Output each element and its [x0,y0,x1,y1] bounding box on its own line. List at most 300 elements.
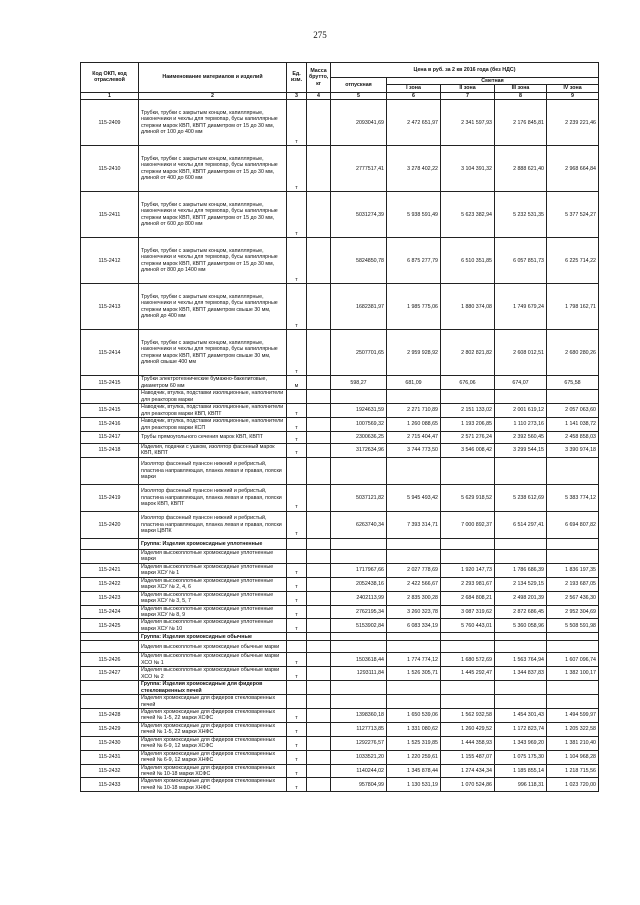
row-code: 115-2413 [81,284,139,330]
row-mass [307,146,331,192]
row-unit: т [287,577,307,591]
row-code: 115-2410 [81,146,139,192]
group-row [81,633,599,641]
price-table [80,62,599,792]
row-zone-2-price: 1 562 932,58 [441,708,495,722]
row-code: 115-2431 [81,750,139,764]
empty-cell [547,695,599,709]
empty-cell [495,681,547,695]
row-zone-3-price: 5 238 612,69 [495,484,547,511]
row-release-price: 2300636,25 [331,431,387,443]
table-row [81,192,599,238]
subheader-name: Изделия высокоплотные хромоксидные уплотненные марки [139,549,287,563]
row-zone-3-price: 2 872 686,45 [495,605,547,619]
row-code: 115-2427 [81,667,139,681]
row-zone-2-price: 1 444 358,93 [441,736,495,750]
table-row [81,750,599,764]
row-zone-3-price: 1 454 301,43 [495,708,547,722]
row-release-price: 957804,99 [331,778,387,792]
row-name: Трубки электротехнические бумажно-бакелитовые, диаметром 60 мм [139,376,287,390]
table-row [81,484,599,511]
table-row [81,722,599,736]
row-zone-4-price: 2 057 063,60 [547,404,599,418]
row-code: 115-2415 [81,376,139,390]
row-mass [307,238,331,284]
row-code: 115-2433 [81,778,139,792]
header-zone-4: IV зона [547,85,599,92]
table-row [81,431,599,443]
subheader-name: Изделия хромоксидные для фидеров стекловаренных печей [139,695,287,709]
subheader-row [81,549,599,563]
row-release-price: 1292276,57 [331,736,387,750]
row-code [81,695,139,709]
row-name: Трубы прямоугольного сечения марок КВП, КВПТ [139,431,287,443]
row-unit: т [287,708,307,722]
row-unit: т [287,238,307,284]
row-name: Трубки, трубки с закрытым концом, капиллярные, наконечники и чехлы для термопар, бусы капиллярные стержни марок КВП, КВПТ диаметром свыше 30 мм, длиной свыше 400 мм [139,330,287,376]
row-zone-1-price: 1 526 305,71 [387,667,441,681]
row-name: Изделия высокоплотные хромоксидные уплотненные марки ХСУ № 2, 4, 6 [139,577,287,591]
row-unit: т [287,750,307,764]
row-release-price: 2507701,65 [331,330,387,376]
row-zone-4-price: 1 494 599,97 [547,708,599,722]
empty-cell [387,641,441,653]
row-zone-2-price: 5 623 382,94 [441,192,495,238]
row-release-price: 1007569,32 [331,418,387,432]
row-release-price: 1924631,59 [331,404,387,418]
row-zone-1-price: 1 220 259,61 [387,750,441,764]
row-name: Изделия хромоксидные для фидеров стекловаренных печей № 10-18 марки ХНФС [139,778,287,792]
table-row [81,238,599,284]
empty-cell [331,549,387,563]
column-number: 1 [81,92,139,99]
row-zone-3-price: 6 514 297,41 [495,511,547,538]
table-row [81,605,599,619]
row-unit: т [287,736,307,750]
table-row [81,330,599,376]
row-mass [307,605,331,619]
empty-cell [547,390,599,404]
row-zone-2-price: 2 802 821,82 [441,330,495,376]
header-release: отпускная [331,78,387,93]
column-number: 9 [547,92,599,99]
table-row [81,591,599,605]
row-release-price: 1140244,02 [331,764,387,778]
row-code: 115-2420 [81,511,139,538]
row-name: Изделия высокоплотные хромоксидные уплотненные марки ХСУ № 10 [139,619,287,633]
row-name: Изделия хромоксидные для фидеров стекловаренных печей № 1-5, 22 марки ХНФС [139,722,287,736]
table-body [81,100,599,792]
row-mass [307,484,331,511]
empty-cell [547,681,599,695]
row-unit: т [287,418,307,432]
row-unit: т [287,146,307,192]
row-code: 115-2419 [81,484,139,511]
row-mass [307,764,331,778]
row-zone-2-price: 5 760 443,01 [441,619,495,633]
row-zone-3-price: 6 057 851,73 [495,238,547,284]
empty-cell [307,538,331,549]
empty-cell [441,681,495,695]
column-number: 6 [387,92,441,99]
empty-cell [387,633,441,641]
empty-cell [287,681,307,695]
row-zone-1-price: 7 393 314,71 [387,511,441,538]
row-name: Трубки, трубки с закрытым концом, капиллярные, наконечники и чехлы для термопар, бусы капиллярные стержни марок КВП, КВПТ диаметром от 15 до 30 мм, длиной от 100 до 400 мм [139,100,287,146]
row-zone-1-price: 3 278 402,22 [387,146,441,192]
row-mass [307,653,331,667]
row-mass [307,591,331,605]
empty-cell [331,538,387,549]
row-zone-1-price: 1 345 878,44 [387,764,441,778]
row-name: Изолятор фасонный пуансон нижний и ребристый, пластина направляющая, планка левая и правая, пояски марки ЦВПК [139,511,287,538]
column-number: 7 [441,92,495,99]
row-zone-4-price: 6 225 714,22 [547,238,599,284]
row-code: 115-2422 [81,577,139,591]
row-unit: т [287,764,307,778]
row-code [81,633,139,641]
empty-cell [287,695,307,709]
row-zone-4-price: 2 968 664,84 [547,146,599,192]
row-mass [307,284,331,330]
row-name: Изделия высокоплотные хромоксидные уплотненные марки ХСУ № 1 [139,563,287,577]
empty-cell [495,390,547,404]
row-mass [307,376,331,390]
row-zone-2-price: 1 070 524,86 [441,778,495,792]
subheader-row [81,457,599,484]
row-name: Трубки, трубки с закрытым концом, капиллярные, наконечники и чехлы для термопар, бусы капиллярные стержни марок КВП, КВПТ диаметром от 15 до 30 мм, длиной от 800 до 1400 мм [139,238,287,284]
row-code [81,538,139,549]
table-row [81,653,599,667]
row-release-price: 1033521,20 [331,750,387,764]
row-zone-1-price: 2 027 778,69 [387,563,441,577]
row-zone-1-price: 3 260 323,78 [387,605,441,619]
row-unit: т [287,443,307,457]
header-unit: Ед. изм. [287,63,307,93]
row-unit: т [287,563,307,577]
row-code: 115-2412 [81,238,139,284]
subheader-row [81,390,599,404]
row-release-price: 5153902,84 [331,619,387,633]
empty-cell [331,681,387,695]
row-zone-4-price: 1 607 096,74 [547,653,599,667]
row-zone-3-price: 3 299 544,15 [495,443,547,457]
row-zone-4-price: 1 836 197,35 [547,563,599,577]
row-zone-1-price: 1 774 774,12 [387,653,441,667]
row-zone-2-price: 5 629 918,52 [441,484,495,511]
row-zone-3-price: 674,07 [495,376,547,390]
empty-cell [495,549,547,563]
empty-cell [287,633,307,641]
header-zone-1: I зона [387,85,441,92]
row-zone-1-price: 1 985 775,06 [387,284,441,330]
row-zone-3-price: 2 134 529,15 [495,577,547,591]
row-mass [307,577,331,591]
row-zone-4-price: 5 377 524,27 [547,192,599,238]
row-unit: т [287,431,307,443]
table-row [81,708,599,722]
row-zone-4-price: 2 193 687,05 [547,577,599,591]
empty-cell [387,538,441,549]
header-estimated: Сметная [387,78,599,85]
row-zone-3-price: 1 185 855,14 [495,764,547,778]
row-zone-1-price: 2 959 928,92 [387,330,441,376]
row-name: Изолятор фасонный пуансон нижний и ребристый, пластина направляющая, планка левая и правая, пояски марок КВП, КВПТ [139,484,287,511]
table-row [81,511,599,538]
row-zone-1-price: 3 744 773,50 [387,443,441,457]
subheader-row [81,641,599,653]
row-name: Трубки, трубки с закрытым концом, капиллярные, наконечники и чехлы для термопар, бусы капиллярные стержни марок КВП, КВПТ диаметром от 15 до 30 мм, длиной от 600 до 800 мм [139,192,287,238]
row-zone-2-price: 1 680 572,69 [441,653,495,667]
row-zone-4-price: 2 239 221,46 [547,100,599,146]
empty-cell [307,633,331,641]
row-zone-3-price: 1 172 823,74 [495,722,547,736]
row-release-price: 5824850,78 [331,238,387,284]
row-zone-3-price: 1 075 175,30 [495,750,547,764]
group-row [81,538,599,549]
row-unit: т [287,605,307,619]
row-name: Наводчик, втулка, подставки изоляционные, наполнители для реакторов марки КСП [139,418,287,432]
row-release-price: 1717967,66 [331,563,387,577]
row-name: Изделия высокоплотные хромоксидные обычные марки ХСО № 2 [139,667,287,681]
row-unit: т [287,722,307,736]
row-unit: м [287,376,307,390]
row-zone-4-price: 5 508 591,98 [547,619,599,633]
table-row [81,563,599,577]
row-zone-3-price: 1 343 969,20 [495,736,547,750]
row-mass [307,100,331,146]
group-title: Группа: Изделия хромоксидные обычные [139,633,287,641]
table-row [81,778,599,792]
row-mass [307,722,331,736]
row-zone-1-price: 1 260 088,65 [387,418,441,432]
row-code: 115-2428 [81,708,139,722]
row-zone-4-price: 6 694 807,82 [547,511,599,538]
row-zone-4-price: 1 382 100,17 [547,667,599,681]
row-release-price: 6263740,34 [331,511,387,538]
row-zone-4-price: 2 458 858,03 [547,431,599,443]
row-release-price: 1682381,97 [331,284,387,330]
empty-cell [307,549,331,563]
row-zone-3-price: 5 360 058,96 [495,619,547,633]
header-name: Наименование материалов и изделий [139,63,287,93]
row-mass [307,708,331,722]
empty-cell [547,633,599,641]
empty-cell [547,549,599,563]
row-zone-4-price: 1 023 720,00 [547,778,599,792]
row-zone-4-price: 1 205 322,58 [547,722,599,736]
row-code: 115-2432 [81,764,139,778]
row-zone-4-price: 2 952 304,69 [547,605,599,619]
row-code: 115-2411 [81,192,139,238]
row-code: 115-2424 [81,605,139,619]
row-mass [307,563,331,577]
row-zone-3-price: 2 608 012,51 [495,330,547,376]
empty-cell [441,641,495,653]
row-zone-2-price: 2 684 808,21 [441,591,495,605]
empty-cell [495,538,547,549]
empty-cell [495,457,547,484]
row-code [81,681,139,695]
empty-cell [331,695,387,709]
row-release-price: 2777517,41 [331,146,387,192]
row-mass [307,511,331,538]
row-name: Изделия хромоксидные для фидеров стекловаренных печей № 6-9, 12 марки ХНФС [139,750,287,764]
row-zone-1-price: 2 422 566,67 [387,577,441,591]
empty-cell [331,633,387,641]
row-zone-2-price: 1 920 147,73 [441,563,495,577]
row-mass [307,404,331,418]
row-unit: т [287,511,307,538]
row-zone-3-price: 2 392 560,45 [495,431,547,443]
column-number: 2 [139,92,287,99]
empty-cell [387,457,441,484]
row-code: 115-2426 [81,653,139,667]
empty-cell [307,457,331,484]
empty-cell [331,390,387,404]
row-zone-2-price: 3 087 319,62 [441,605,495,619]
row-name: Изделия высокоплотные хромоксидные обычные марки ХСО № 1 [139,653,287,667]
row-mass [307,330,331,376]
column-number: 4 [307,92,331,99]
empty-cell [387,549,441,563]
row-name: Изделия хромоксидные для фидеров стекловаренных печей № 6-9, 12 марки ХСФС [139,736,287,750]
row-zone-3-price: 1 786 686,39 [495,563,547,577]
empty-cell [441,633,495,641]
row-code: 115-2409 [81,100,139,146]
empty-cell [331,457,387,484]
row-unit: т [287,591,307,605]
row-zone-4-price: 1 218 715,56 [547,764,599,778]
table-row [81,619,599,633]
row-name: Изделия хромоксидные для фидеров стекловаренных печей № 10-18 марки ХСФС [139,764,287,778]
subheader-name: Наводчик, втулка, подставки изоляционные, наполнители для реакторов марки [139,390,287,404]
row-mass [307,418,331,432]
row-zone-2-price: 1 880 374,08 [441,284,495,330]
row-zone-1-price: 2 835 300,28 [387,591,441,605]
row-name: Изделия, подачки с ушком, изолятор фасонный марок КВП, КВПТ [139,443,287,457]
row-zone-4-price: 675,58 [547,376,599,390]
row-code [81,390,139,404]
row-release-price: 2052438,16 [331,577,387,591]
row-mass [307,431,331,443]
row-unit: т [287,192,307,238]
empty-cell [441,549,495,563]
empty-cell [307,695,331,709]
row-zone-1-price: 1 650 539,06 [387,708,441,722]
row-code: 115-2417 [81,431,139,443]
row-zone-4-price: 5 383 774,12 [547,484,599,511]
row-zone-2-price: 2 341 597,93 [441,100,495,146]
row-code: 115-2415 [81,404,139,418]
page-number: 275 [313,30,327,40]
row-zone-3-price: 5 232 531,35 [495,192,547,238]
table-row [81,418,599,432]
subheader-name: Изделия высокоплотные хромоксидные обычные марки [139,641,287,653]
row-unit: т [287,404,307,418]
row-zone-1-price: 1 331 080,62 [387,722,441,736]
column-number: 8 [495,92,547,99]
row-unit: т [287,484,307,511]
column-number: 3 [287,92,307,99]
row-code: 115-2418 [81,443,139,457]
empty-cell [441,695,495,709]
row-unit: т [287,778,307,792]
empty-cell [441,390,495,404]
header-mass: Масса брутто, кг [307,63,331,93]
row-release-price: 5031274,39 [331,192,387,238]
row-zone-1-price: 5 945 493,42 [387,484,441,511]
table-row [81,443,599,457]
empty-cell [307,390,331,404]
row-zone-1-price: 2 271 710,89 [387,404,441,418]
row-zone-1-price: 681,09 [387,376,441,390]
empty-cell [387,390,441,404]
row-zone-2-price: 3 104 391,32 [441,146,495,192]
subheader-row [81,695,599,709]
row-mass [307,667,331,681]
row-zone-2-price: 2 151 133,02 [441,404,495,418]
row-code: 115-2421 [81,563,139,577]
row-zone-3-price: 1 563 764,94 [495,653,547,667]
row-release-price: 1293111,84 [331,667,387,681]
row-name: Изделия хромоксидные для фидеров стекловаренных печей № 1-5, 22 марки ХСФС [139,708,287,722]
row-zone-4-price: 1 104 968,28 [547,750,599,764]
row-zone-4-price: 1 798 162,71 [547,284,599,330]
row-zone-3-price: 1 749 679,24 [495,284,547,330]
row-zone-4-price: 3 390 974,18 [547,443,599,457]
row-mass [307,443,331,457]
row-release-price: 1398360,18 [331,708,387,722]
header-zone-3: III зона [495,85,547,92]
row-unit: т [287,667,307,681]
table-row [81,100,599,146]
row-zone-2-price: 1 274 434,34 [441,764,495,778]
row-zone-3-price: 1 344 837,83 [495,667,547,681]
empty-cell [287,549,307,563]
row-zone-1-price: 1 130 531,19 [387,778,441,792]
empty-cell [387,681,441,695]
row-unit: т [287,100,307,146]
row-code [81,549,139,563]
row-mass [307,736,331,750]
row-name: Изделия высокоплотные хромоксидные уплотненные марки ХСУ № 3, 5, 7 [139,591,287,605]
row-zone-3-price: 1 110 273,16 [495,418,547,432]
empty-cell [547,641,599,653]
table-row [81,764,599,778]
subheader-name: Изолятор фасонный пуансон нижний и ребристый, пластина направляющая, планка левая и правая, пояски марки [139,457,287,484]
row-zone-4-price: 2 567 436,30 [547,591,599,605]
empty-cell [287,390,307,404]
row-release-price: 2762195,34 [331,605,387,619]
row-release-price: 3172634,96 [331,443,387,457]
row-name: Изделия высокоплотные хромоксидные уплотненные марки ХСУ № 8, 9 [139,605,287,619]
table-row [81,577,599,591]
empty-cell [547,538,599,549]
header-zone-2: II зона [441,85,495,92]
table-row [81,284,599,330]
empty-cell [495,633,547,641]
header-price: Цена в руб. за 2 кв 2016 года (без НДС) [331,63,599,78]
row-code: 115-2416 [81,418,139,432]
column-number-row [81,92,599,99]
row-zone-3-price: 2 888 621,40 [495,146,547,192]
row-unit: т [287,653,307,667]
empty-cell [547,457,599,484]
row-unit: т [287,619,307,633]
row-zone-1-price: 2 715 404,47 [387,431,441,443]
row-zone-2-price: 3 546 008,42 [441,443,495,457]
